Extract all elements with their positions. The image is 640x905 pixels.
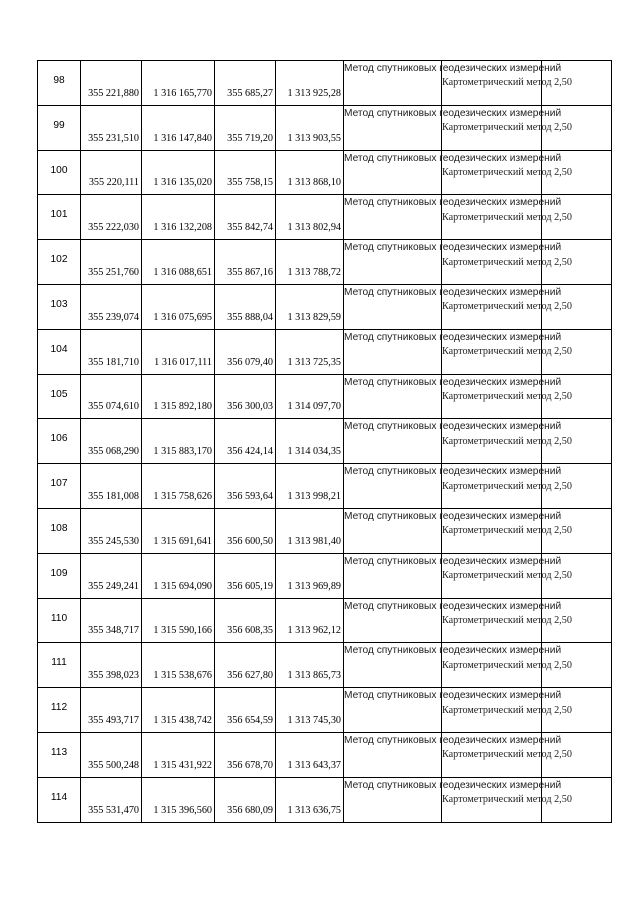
x-new-value: 355 888,04 xyxy=(227,311,273,323)
point-number: 110 xyxy=(50,612,68,624)
point-number: 104 xyxy=(50,343,68,355)
y-old-cell xyxy=(142,777,215,822)
y-new-cell xyxy=(276,105,344,150)
y-old-cell xyxy=(142,419,215,464)
table-row xyxy=(38,61,612,106)
method-text: Метод спутниковых геодезических измерений xyxy=(344,152,562,164)
method-text: Метод спутниковых геодезических измерений xyxy=(344,466,562,478)
table-row xyxy=(38,777,612,822)
y-old-value: 1 315 883,170 xyxy=(153,446,212,458)
point-number-cell xyxy=(38,643,81,688)
y-new-value: 1 313 969,89 xyxy=(287,580,341,592)
accuracy-text: Картометрический метод 2,50 xyxy=(442,166,572,178)
x-new-cell xyxy=(215,150,276,195)
x-new-value: 355 758,15 xyxy=(227,177,273,189)
table-row xyxy=(38,329,612,374)
x-old-cell xyxy=(81,61,142,106)
point-number-cell xyxy=(38,598,81,643)
x-old-cell xyxy=(81,240,142,285)
accuracy-text: Картометрический метод 2,50 xyxy=(442,435,572,447)
accuracy-text: Картометрический метод 2,50 xyxy=(442,570,572,582)
x-old-value: 355 074,610 xyxy=(88,401,139,413)
x-old-value: 355 398,023 xyxy=(88,670,139,682)
accuracy-text: Картометрический метод 2,50 xyxy=(442,122,572,134)
y-old-cell xyxy=(142,284,215,329)
x-old-value: 355 068,290 xyxy=(88,446,139,458)
x-new-value: 356 608,35 xyxy=(227,625,273,637)
y-old-value: 1 316 132,208 xyxy=(153,222,212,234)
x-old-value: 355 222,030 xyxy=(88,222,139,234)
y-new-value: 1 313 745,30 xyxy=(287,714,341,726)
accuracy-text: Картометрический метод 2,50 xyxy=(442,659,572,671)
accuracy-text: Картометрический метод 2,50 xyxy=(442,480,572,492)
point-number-cell xyxy=(38,240,81,285)
x-new-value: 356 079,40 xyxy=(227,356,273,368)
y-new-value: 1 314 034,35 xyxy=(287,446,341,458)
x-old-cell xyxy=(81,732,142,777)
point-number-cell xyxy=(38,464,81,509)
accuracy-text: Картометрический метод 2,50 xyxy=(442,704,572,716)
y-old-value: 1 316 075,695 xyxy=(153,311,212,323)
method-text: Метод спутниковых геодезических измерений xyxy=(344,286,562,298)
method-text: Метод спутниковых геодезических измерений xyxy=(344,510,562,522)
y-old-cell xyxy=(142,150,215,195)
table-row xyxy=(38,598,612,643)
x-new-value: 355 842,74 xyxy=(227,222,273,234)
point-number-cell xyxy=(38,688,81,733)
x-new-value: 355 685,27 xyxy=(227,87,273,99)
y-new-cell xyxy=(276,284,344,329)
x-old-cell xyxy=(81,553,142,598)
x-new-cell xyxy=(215,688,276,733)
table-row xyxy=(38,374,612,419)
x-old-cell xyxy=(81,284,142,329)
x-old-value: 355 493,717 xyxy=(88,714,139,726)
y-old-cell xyxy=(142,240,215,285)
x-new-cell xyxy=(215,732,276,777)
y-new-cell xyxy=(276,329,344,374)
point-number-cell xyxy=(38,61,81,106)
table-row xyxy=(38,732,612,777)
point-number: 99 xyxy=(53,119,65,131)
x-old-value: 355 245,530 xyxy=(88,535,139,547)
y-new-cell xyxy=(276,598,344,643)
x-new-cell xyxy=(215,777,276,822)
method-text: Метод спутниковых геодезических измерений xyxy=(344,107,562,119)
accuracy-text: Картометрический метод 2,50 xyxy=(442,346,572,358)
x-new-cell xyxy=(215,464,276,509)
x-old-value: 355 231,510 xyxy=(88,132,139,144)
x-old-cell xyxy=(81,598,142,643)
method-text: Метод спутниковых геодезических измерений xyxy=(344,197,562,209)
x-old-value: 355 249,241 xyxy=(88,580,139,592)
accuracy-text: Картометрический метод 2,50 xyxy=(442,256,572,268)
x-old-cell xyxy=(81,329,142,374)
accuracy-text: Картометрический метод 2,50 xyxy=(442,794,572,806)
x-new-value: 356 600,50 xyxy=(227,535,273,547)
y-old-value: 1 315 538,676 xyxy=(153,670,212,682)
y-new-value: 1 313 802,94 xyxy=(287,222,341,234)
coordinates-table xyxy=(37,60,612,823)
x-old-value: 355 251,760 xyxy=(88,266,139,278)
x-old-value: 355 239,074 xyxy=(88,311,139,323)
y-old-cell xyxy=(142,508,215,553)
x-new-cell xyxy=(215,240,276,285)
x-new-value: 356 678,70 xyxy=(227,759,273,771)
x-new-value: 356 605,19 xyxy=(227,580,273,592)
accuracy-text: Картометрический метод 2,50 xyxy=(442,211,572,223)
y-new-cell xyxy=(276,508,344,553)
x-old-value: 355 181,710 xyxy=(88,356,139,368)
method-text: Метод спутниковых геодезических измерений xyxy=(344,690,562,702)
x-new-cell xyxy=(215,553,276,598)
point-number: 103 xyxy=(50,298,68,310)
point-number: 111 xyxy=(51,657,67,669)
y-old-value: 1 316 165,770 xyxy=(153,87,212,99)
x-old-cell xyxy=(81,464,142,509)
point-number-cell xyxy=(38,777,81,822)
method-text: Метод спутниковых геодезических измерений xyxy=(344,421,562,433)
point-number: 100 xyxy=(50,164,68,176)
y-old-cell xyxy=(142,688,215,733)
x-new-cell xyxy=(215,105,276,150)
x-new-cell xyxy=(215,284,276,329)
x-new-cell xyxy=(215,643,276,688)
y-old-value: 1 315 758,626 xyxy=(153,490,212,502)
x-new-cell xyxy=(215,598,276,643)
y-old-value: 1 315 396,560 xyxy=(153,804,212,816)
y-old-value: 1 315 438,742 xyxy=(153,714,212,726)
x-old-cell xyxy=(81,105,142,150)
y-new-cell xyxy=(276,195,344,240)
y-new-cell xyxy=(276,553,344,598)
x-new-cell xyxy=(215,329,276,374)
table-body xyxy=(38,61,612,823)
y-new-value: 1 313 868,10 xyxy=(287,177,341,189)
accuracy-text: Картометрический метод 2,50 xyxy=(442,301,572,313)
y-old-cell xyxy=(142,553,215,598)
x-old-cell xyxy=(81,374,142,419)
method-text: Метод спутниковых геодезических измерений xyxy=(344,63,562,74)
table-row xyxy=(38,688,612,733)
point-number: 109 xyxy=(50,567,68,579)
accuracy-text: Картометрический метод 2,50 xyxy=(442,614,572,626)
y-new-cell xyxy=(276,240,344,285)
accuracy-text: Картометрический метод 2,50 xyxy=(442,749,572,761)
x-new-value: 356 300,03 xyxy=(227,401,273,413)
accuracy-text: Картометрический метод 2,50 xyxy=(442,77,572,89)
x-old-value: 355 531,470 xyxy=(88,804,139,816)
table-row xyxy=(38,195,612,240)
y-old-value: 1 315 892,180 xyxy=(153,401,212,413)
y-old-value: 1 316 135,020 xyxy=(153,177,212,189)
x-new-cell xyxy=(215,195,276,240)
x-new-value: 356 680,09 xyxy=(227,804,273,816)
y-new-value: 1 313 925,28 xyxy=(287,87,341,99)
point-number: 113 xyxy=(50,746,68,758)
y-old-value: 1 316 088,651 xyxy=(153,266,212,278)
x-old-cell xyxy=(81,195,142,240)
table-row xyxy=(38,105,612,150)
point-number: 114 xyxy=(50,791,68,803)
x-new-value: 355 867,16 xyxy=(227,266,273,278)
x-new-value: 356 654,59 xyxy=(227,714,273,726)
x-old-cell xyxy=(81,508,142,553)
table-row xyxy=(38,419,612,464)
point-number: 101 xyxy=(50,209,68,221)
x-old-cell xyxy=(81,150,142,195)
x-new-value: 355 719,20 xyxy=(227,132,273,144)
point-number-cell xyxy=(38,508,81,553)
y-new-value: 1 313 636,75 xyxy=(287,804,341,816)
y-old-cell xyxy=(142,195,215,240)
x-old-value: 355 221,880 xyxy=(88,87,139,99)
table-row xyxy=(38,464,612,509)
point-number: 108 xyxy=(50,522,68,534)
point-number-cell xyxy=(38,284,81,329)
point-number-cell xyxy=(38,732,81,777)
method-text: Метод спутниковых геодезических измерений xyxy=(344,779,562,791)
y-old-cell xyxy=(142,374,215,419)
x-new-cell xyxy=(215,374,276,419)
point-number: 102 xyxy=(50,254,68,266)
table-row xyxy=(38,240,612,285)
y-new-cell xyxy=(276,150,344,195)
method-text: Метод спутниковых геодезических измерений xyxy=(344,645,562,657)
x-old-value: 355 500,248 xyxy=(88,759,139,771)
x-new-value: 356 593,64 xyxy=(227,490,273,502)
point-number: 112 xyxy=(50,702,68,714)
table-row xyxy=(38,508,612,553)
point-number-cell xyxy=(38,105,81,150)
x-old-cell xyxy=(81,777,142,822)
x-old-value: 355 181,008 xyxy=(88,490,139,502)
y-new-cell xyxy=(276,732,344,777)
y-new-cell xyxy=(276,464,344,509)
x-old-cell xyxy=(81,419,142,464)
y-new-value: 1 313 962,12 xyxy=(287,625,341,637)
y-old-value: 1 315 431,922 xyxy=(153,759,212,771)
y-new-value: 1 313 829,59 xyxy=(287,311,341,323)
y-old-cell xyxy=(142,61,215,106)
y-new-cell xyxy=(276,374,344,419)
point-number-cell xyxy=(38,329,81,374)
x-new-cell xyxy=(215,419,276,464)
y-old-value: 1 315 691,641 xyxy=(153,535,212,547)
y-old-value: 1 316 147,840 xyxy=(153,132,212,144)
x-new-cell xyxy=(215,61,276,106)
point-number-cell xyxy=(38,150,81,195)
y-new-cell xyxy=(276,61,344,106)
x-new-cell xyxy=(215,508,276,553)
y-new-cell xyxy=(276,643,344,688)
y-new-value: 1 313 903,55 xyxy=(287,132,341,144)
y-new-value: 1 313 981,40 xyxy=(287,535,341,547)
point-number: 98 xyxy=(53,75,65,86)
x-new-value: 356 424,14 xyxy=(227,446,273,458)
method-text: Метод спутниковых геодезических измерений xyxy=(344,555,562,567)
y-new-value: 1 313 643,37 xyxy=(287,759,341,771)
y-new-value: 1 313 725,35 xyxy=(287,356,341,368)
accuracy-text: Картометрический метод 2,50 xyxy=(442,390,572,402)
y-new-value: 1 313 788,72 xyxy=(287,266,341,278)
y-new-value: 1 313 998,21 xyxy=(287,490,341,502)
method-text: Метод спутниковых геодезических измерений xyxy=(344,376,562,388)
x-old-cell xyxy=(81,643,142,688)
method-text: Метод спутниковых геодезических измерений xyxy=(344,331,562,343)
y-old-cell xyxy=(142,732,215,777)
y-new-value: 1 313 865,73 xyxy=(287,670,341,682)
point-number: 107 xyxy=(50,478,68,490)
point-number-cell xyxy=(38,374,81,419)
method-text: Метод спутниковых геодезических измерений xyxy=(344,242,562,254)
x-old-value: 355 348,717 xyxy=(88,625,139,637)
y-old-cell xyxy=(142,464,215,509)
y-old-cell xyxy=(142,598,215,643)
x-new-value: 356 627,80 xyxy=(227,670,273,682)
y-old-cell xyxy=(142,643,215,688)
point-number: 105 xyxy=(50,388,68,400)
table-row xyxy=(38,643,612,688)
accuracy-text: Картометрический метод 2,50 xyxy=(442,525,572,537)
method-text: Метод спутниковых геодезических измерений xyxy=(344,600,562,612)
y-old-value: 1 315 590,166 xyxy=(153,625,212,637)
table-row xyxy=(38,284,612,329)
y-old-value: 1 316 017,111 xyxy=(154,356,212,368)
x-old-cell xyxy=(81,688,142,733)
point-number-cell xyxy=(38,553,81,598)
y-old-value: 1 315 694,090 xyxy=(153,580,212,592)
table-row xyxy=(38,150,612,195)
y-new-value: 1 314 097,70 xyxy=(287,401,341,413)
point-number: 106 xyxy=(50,433,68,445)
table-row xyxy=(38,553,612,598)
y-new-cell xyxy=(276,777,344,822)
method-text: Метод спутниковых геодезических измерений xyxy=(344,734,562,746)
x-old-value: 355 220,111 xyxy=(88,177,139,189)
y-new-cell xyxy=(276,419,344,464)
point-number-cell xyxy=(38,419,81,464)
point-number-cell xyxy=(38,195,81,240)
y-old-cell xyxy=(142,329,215,374)
y-old-cell xyxy=(142,105,215,150)
y-new-cell xyxy=(276,688,344,733)
